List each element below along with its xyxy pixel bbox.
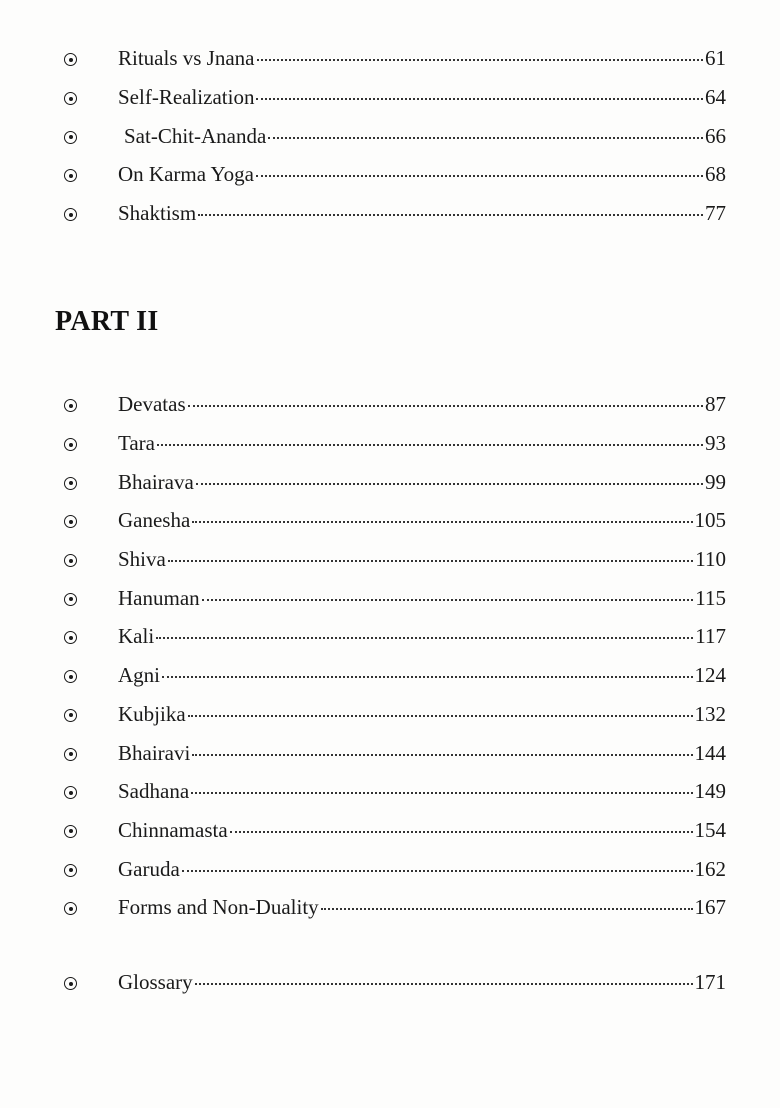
dot-leader: [196, 483, 703, 485]
bullet-icon: [64, 208, 77, 221]
toc-entry: [0, 963, 780, 1002]
toc-entry: [0, 811, 780, 850]
toc-entry: [0, 385, 780, 424]
dot-leader: [202, 599, 694, 601]
toc-entry-page: 66: [705, 123, 726, 148]
toc-entry-line: [118, 740, 726, 766]
toc-entry: [0, 656, 780, 695]
bullet-icon: [64, 515, 77, 528]
dot-leader: [168, 560, 693, 562]
bullet-icon: [64, 131, 77, 144]
bullet-icon: [64, 438, 77, 451]
toc-entry-line: [118, 856, 726, 882]
toc-entry-title: Glossary: [118, 970, 193, 995]
toc-entry-line: [118, 430, 726, 456]
toc-entry-line: [118, 84, 726, 110]
dot-leader: [188, 715, 693, 717]
toc-entry-line: [118, 817, 726, 843]
toc-entry-page: 77: [705, 201, 726, 226]
toc-entry: [0, 194, 780, 233]
toc-entry-title: Shiva: [118, 547, 166, 572]
toc-entry: [0, 462, 780, 501]
toc-entry: [0, 617, 780, 656]
bullet-icon: [64, 786, 77, 799]
bullet-icon: [64, 554, 77, 567]
toc-entry-title: Sadhana: [118, 779, 190, 804]
toc-entry: [0, 424, 780, 463]
toc-entry-page: 171: [694, 970, 726, 995]
toc-entry: [0, 116, 780, 155]
toc-entry-page: 149: [694, 779, 726, 804]
bullet-icon: [64, 169, 77, 182]
dot-leader: [192, 521, 692, 523]
toc-entry-page: 61: [705, 46, 726, 71]
toc-entry-page: 105: [694, 508, 726, 533]
toc-entry-title: Kubjika: [118, 701, 186, 726]
toc-entry-page: 93: [705, 431, 726, 456]
dot-leader: [230, 831, 693, 833]
toc-entry-page: 132: [694, 701, 726, 726]
toc-entry-title: Kali: [118, 624, 155, 649]
toc-entry-page: 162: [694, 856, 726, 881]
dot-leader: [268, 137, 703, 139]
toc-entry-page: 110: [695, 547, 726, 572]
dot-leader: [162, 676, 693, 678]
dot-leader: [195, 983, 693, 985]
dot-leader: [198, 214, 703, 216]
toc-part1-list: [0, 39, 780, 232]
toc-entry-line: [118, 161, 726, 187]
toc-end-list: [0, 963, 780, 1002]
toc-entry-page: 117: [695, 624, 726, 649]
toc-entry-line: [118, 894, 726, 920]
toc-entry: [0, 888, 780, 927]
toc-entry-page: 124: [694, 663, 726, 688]
toc-entry: [0, 39, 780, 78]
bullet-icon: [64, 709, 77, 722]
toc-entry-line: [118, 701, 726, 727]
toc-entry: [0, 849, 780, 888]
bullet-icon: [64, 92, 77, 105]
toc-entry-title: Garuda: [118, 856, 180, 881]
toc-entry: [0, 772, 780, 811]
dot-leader: [157, 444, 703, 446]
toc-entry-line: [118, 662, 726, 688]
toc-entry: [0, 578, 780, 617]
toc-entry-page: 144: [694, 740, 726, 765]
toc-entry-title: Sat-Chit-Ananda: [124, 123, 267, 148]
toc-entry: [0, 733, 780, 772]
toc-entry-page: 68: [705, 162, 726, 187]
toc-entry-title: Forms and Non-Duality: [118, 895, 319, 920]
toc-entry-title: Agni: [118, 663, 160, 688]
toc-entry: [0, 540, 780, 579]
dot-leader: [321, 908, 693, 910]
bullet-icon: [64, 670, 77, 683]
toc-part2-list: [0, 385, 780, 927]
bullet-icon: [64, 748, 77, 761]
toc-entry-title: Bhairava: [118, 469, 194, 494]
toc-entry-line: [118, 45, 726, 71]
dot-leader: [188, 405, 703, 407]
toc-entry-line: [118, 623, 726, 649]
bullet-icon: [64, 477, 77, 490]
toc-entry: [0, 695, 780, 734]
toc-entry-title: On Karma Yoga: [118, 162, 254, 187]
bullet-icon: [64, 399, 77, 412]
toc-entry-line: [118, 507, 726, 533]
bullet-icon: [64, 631, 77, 644]
dot-leader: [256, 175, 703, 177]
toc-entry: [0, 78, 780, 117]
toc-entry-line: [118, 469, 726, 495]
toc-entry-line: [118, 585, 726, 611]
toc-entry-line: [118, 778, 726, 804]
dot-leader: [257, 59, 704, 61]
dot-leader: [192, 754, 692, 756]
toc-entry-line: [118, 123, 726, 149]
bullet-icon: [64, 902, 77, 915]
dot-leader: [256, 98, 703, 100]
bullet-icon: [64, 53, 77, 66]
toc-entry-page: 115: [695, 585, 726, 610]
toc-entry-page: 167: [694, 895, 726, 920]
toc-entry: [0, 501, 780, 540]
toc-entry: [0, 155, 780, 194]
toc-entry-title: Shaktism: [118, 201, 197, 226]
toc-entry-title: Ganesha: [118, 508, 191, 533]
bullet-icon: [64, 977, 77, 990]
dot-leader: [156, 637, 693, 639]
toc-entry-title: Rituals vs Jnana: [118, 46, 255, 71]
toc-entry-page: 87: [705, 392, 726, 417]
toc-entry-title: Hanuman: [118, 585, 200, 610]
toc-entry-line: [118, 391, 726, 417]
toc-entry-line: [118, 546, 726, 572]
toc-entry-title: Chinnamasta: [118, 817, 228, 842]
bullet-icon: [64, 864, 77, 877]
bullet-icon: [64, 825, 77, 838]
toc-entry-line: [118, 969, 726, 995]
dot-leader: [182, 870, 693, 872]
toc-entry-line: [118, 200, 726, 226]
part-heading: PART II: [55, 306, 159, 337]
toc-entry-page: 64: [705, 85, 726, 110]
toc-entry-title: Bhairavi: [118, 740, 191, 765]
toc-entry-title: Self-Realization: [118, 85, 255, 110]
bullet-icon: [64, 593, 77, 606]
dot-leader: [191, 792, 692, 794]
toc-entry-page: 154: [694, 817, 726, 842]
toc-entry-title: Tara: [118, 431, 155, 456]
toc-entry-title: Devatas: [118, 392, 186, 417]
toc-entry-page: 99: [705, 469, 726, 494]
